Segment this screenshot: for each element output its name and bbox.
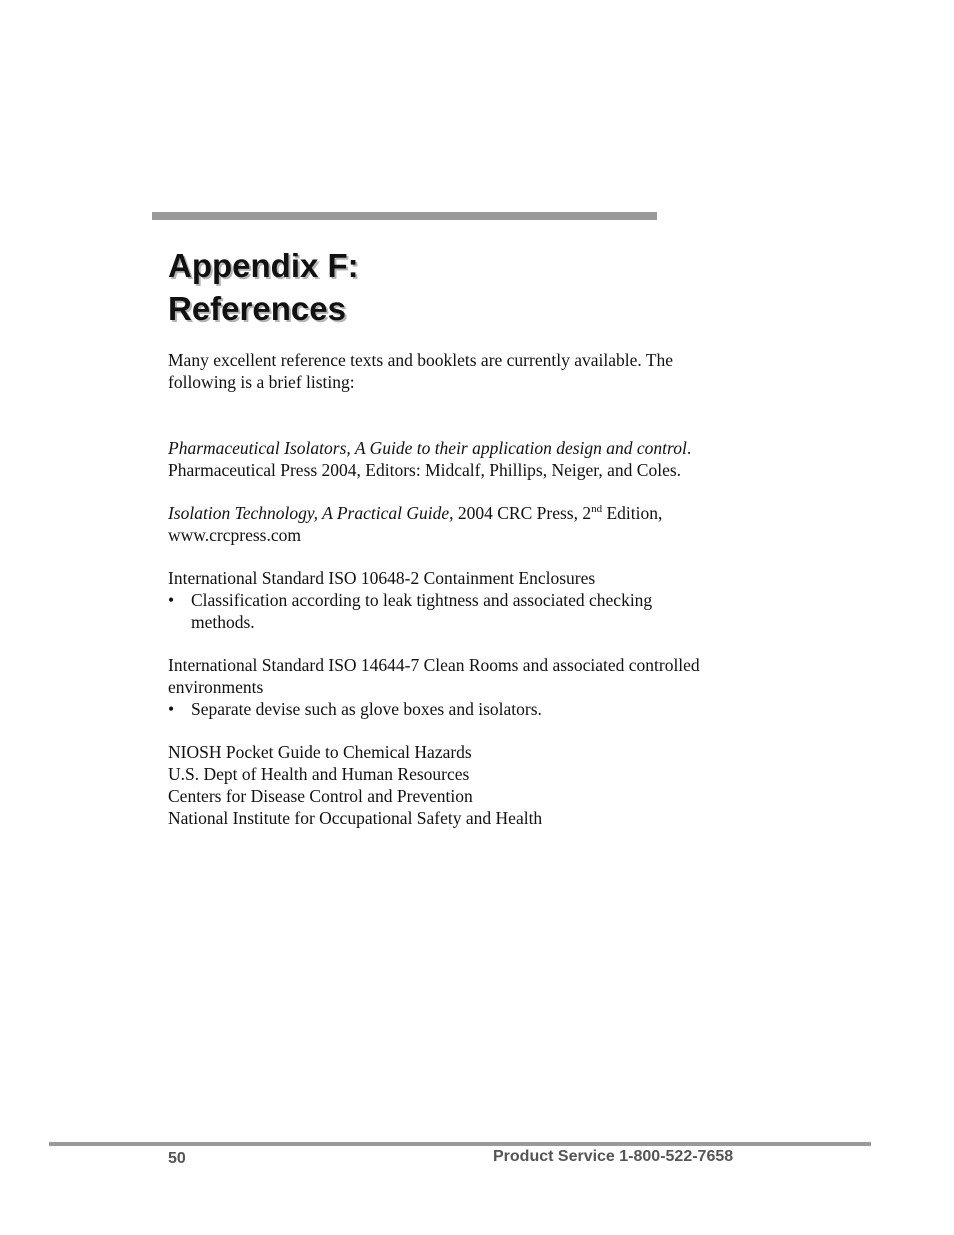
reference-2-title: Isolation Technology, A Practical Guide (168, 503, 450, 523)
reference-5-line-2: U.S. Dept of Health and Human Resources (168, 764, 470, 784)
top-divider (152, 212, 657, 220)
page-number: 50 (168, 1150, 186, 1167)
reference-2-line-2: www.crcpress.com (168, 525, 301, 545)
product-service-phone: Product Service 1-800-522-7658 (493, 1148, 734, 1165)
reference-3-bullet: • Classification according to leak tightness and associated checking methods. (168, 590, 653, 632)
reference-1-title: Pharmaceutical Isolators, A Guide to their application design and control (168, 438, 687, 458)
reference-4-line-2: environments (168, 677, 264, 697)
reference-5-line-3: Centers for Disease Control and Prevention (168, 786, 473, 806)
title-line-1: Appendix F: (168, 247, 359, 284)
footer-divider (49, 1142, 871, 1146)
intro-line-1: Many excellent reference texts and booklets are currently available. The (168, 350, 673, 370)
reference-4-line-1: International Standard ISO 14644-7 Clean Rooms and associated controlled (168, 655, 700, 675)
reference-1-line-2: Pharmaceutical Press 2004, Editors: Midcalf, Phillips, Neiger, and Coles. (168, 460, 682, 480)
reference-2-line-1: Isolation Technology, A Practical Guide, 2004 CRC Press, 2nd Edition, (168, 503, 663, 523)
intro-line-2: following is a brief listing: (168, 372, 355, 392)
reference-5-line-1: NIOSH Pocket Guide to Chemical Hazards (168, 742, 472, 762)
reference-4-bullet: • Separate devise such as glove boxes and isolators. (168, 699, 542, 719)
references-body (168, 349, 768, 829)
reference-1-line-1: Pharmaceutical Isolators, A Guide to their application design and control. (168, 438, 692, 458)
bullet-icon: • (168, 590, 175, 610)
title-line-2: References (168, 290, 346, 327)
reference-3-line-1: International Standard ISO 10648-2 Containment Enclosures (168, 568, 596, 588)
bullet-icon: • (168, 699, 175, 719)
page-title (168, 244, 359, 330)
reference-5-line-4: National Institute for Occupational Safety and Health (168, 808, 543, 828)
